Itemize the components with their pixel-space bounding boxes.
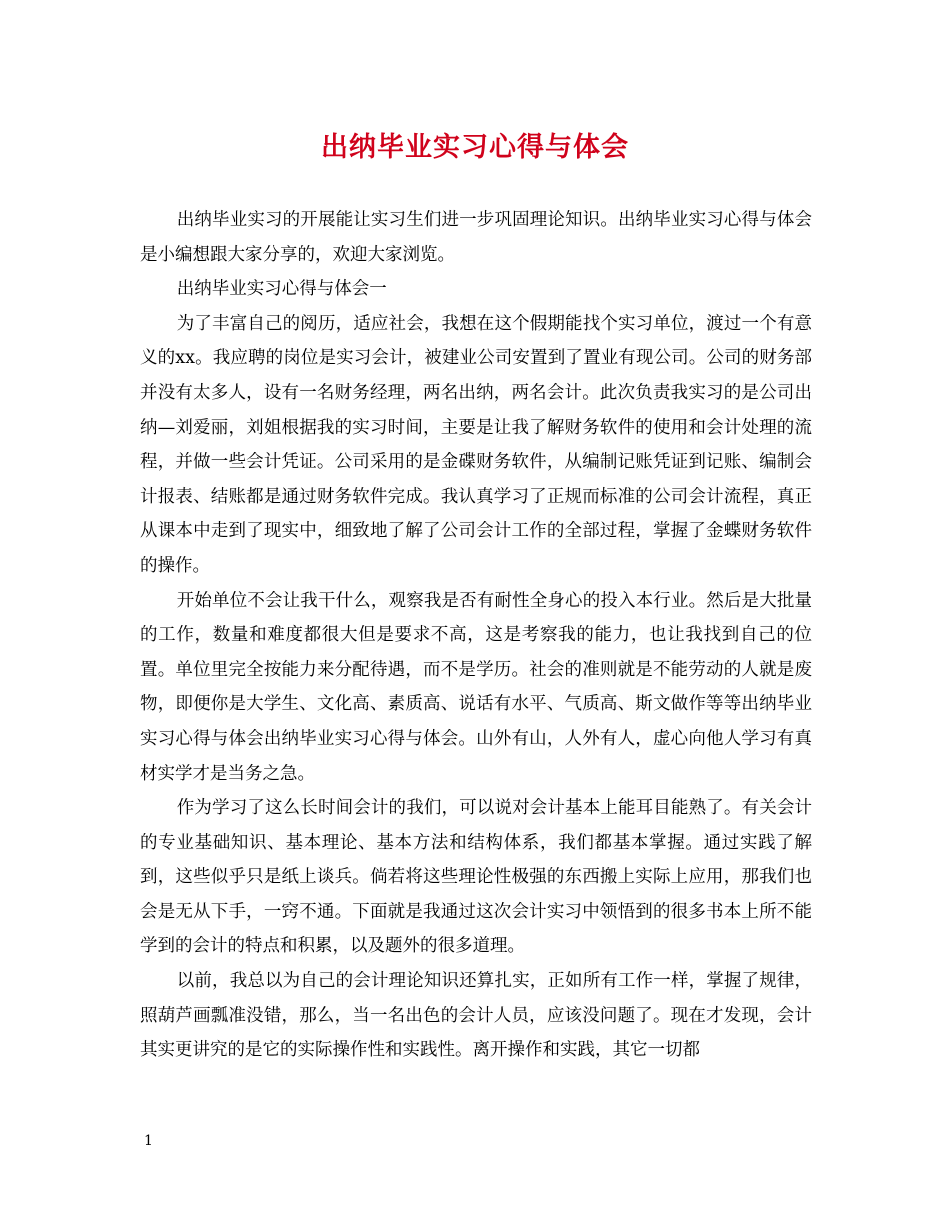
paragraph: 为了丰富自己的阅历，适应社会，我想在这个假期能找个实习单位，渡过一个有意义的xx。我应聘的岗位是实习会计，被建业公司安置到了置业有现公司。公司的财务部并没有太多人，设有一名财务经理，两名出纳，两名会计。此次负责我实习的是公司出纳—刘爱丽，刘姐根据我的实习时间，主要是让我了解财务软件的使用和会计处理的流程，并做一些会计凭证。公司采用的是金碟财务软件，从编制记账凭证到记账、编制会计报表、结账都是通过财务软件完成。我认真学习了正规而标准的公司会计流程，真正从课本中走到了现实中，细致地了解了公司会计工作的全部过程，掌握了金蝶财务软件的操作。 <box>140 313 812 576</box>
paragraph: 作为学习了这么长时间会计的我们，可以说对会计基本上能耳目能熟了。有关会计的专业基础知识、基本理论、基本方法和结构体系，我们都基本掌握。通过实践了解到，这些似乎只是纸上谈兵。倘若将这些理论性极强的东西搬上实际上应用，那我们也会是无从下手，一窍不通。下面就是我通过这次会计实习中领悟到的很多书本上所不能学到的会计的特点和积累，以及题外的很多道理。 <box>140 798 812 957</box>
paragraph: 开始单位不会让我干什么，观察我是否有耐性全身心的投入本行业。然后是大批量的工作，数量和难度都很大但是要求不高，这是考察我的能力，也让我找到自己的位置。单位里完全按能力来分配待遇，而不是学历。社会的准则就是不能劳动的人就是废物，即便你是大学生、文化高、素质高、说话有水平、气质高、斯文做作等等出纳毕业实习心得与体会出纳毕业实习心得与体会。山外有山，人外有人，虚心向他人学习有真材实学才是当务之急。 <box>140 590 812 784</box>
section-heading: 出纳毕业实习心得与体会一 <box>176 279 387 300</box>
paragraph-intro: 出纳毕业实习的开展能让实习生们进一步巩固理论知识。出纳毕业实习心得与体会是小编想跟大家分享的，欢迎大家浏览。 <box>140 210 812 265</box>
paragraph: 以前，我总以为自己的会计理论知识还算扎实，正如所有工作一样，掌握了规律，照葫芦画瓢准没错，那么，当一名出色的会计人员，应该没问题了。现在才发现，会计其实更讲究的是它的实际操作性和实践性。离开操作和实践，其它一切都 <box>140 971 812 1061</box>
page-number: 1 <box>144 1133 153 1149</box>
document-title: 出纳毕业实习心得与体会 <box>321 132 629 163</box>
document-body <box>140 203 812 1068</box>
